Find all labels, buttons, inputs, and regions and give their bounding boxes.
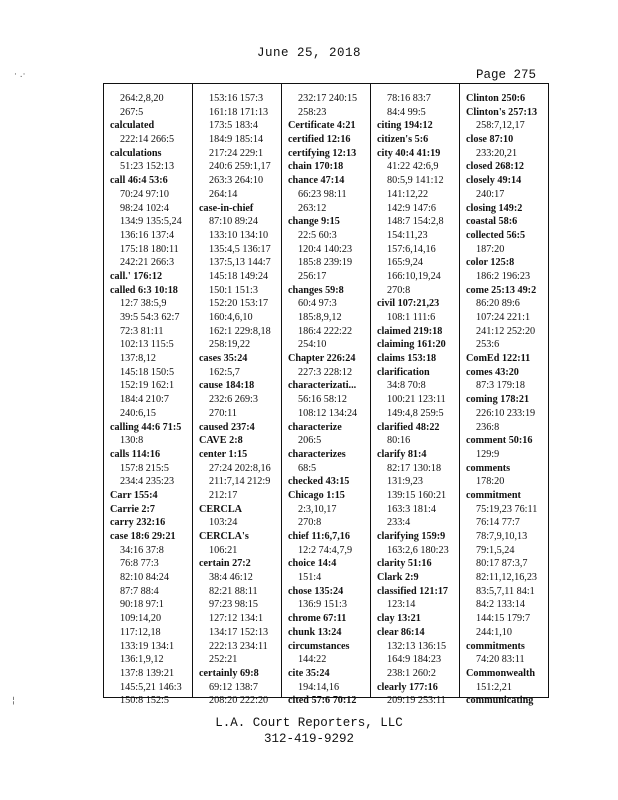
index-reference: 270:8 — [298, 517, 322, 529]
index-entry: clay 13:21 — [377, 613, 421, 625]
index-reference: 136:1,9,12 — [120, 654, 164, 666]
index-reference: 103:24 — [209, 517, 238, 529]
index-entry: chose 135:24 — [288, 585, 344, 597]
index-entry: calculations — [110, 147, 162, 159]
index-reference: 178:20 — [476, 476, 505, 488]
index-reference: 240:17 — [476, 188, 505, 200]
index-entry: clarify 81:4 — [377, 448, 427, 460]
index-reference: 27:24 202:8,16 — [209, 462, 271, 474]
index-entry: comments — [466, 462, 511, 474]
index-column-3 — [282, 84, 371, 707]
scan-speck: ¦ — [12, 696, 16, 706]
index-entry: claimed 219:18 — [377, 325, 443, 337]
index-reference: 270:8 — [387, 284, 411, 296]
index-reference: 109:14,20 — [120, 613, 162, 625]
index-reference: 137:8,12 — [120, 353, 156, 365]
index-entry: color 125:8 — [466, 257, 515, 269]
index-reference: 254:10 — [298, 339, 327, 351]
header-date: June 25, 2018 — [256, 46, 362, 60]
index-reference: 175:18 180:11 — [120, 243, 179, 255]
index-reference: 142:9 147:6 — [387, 202, 436, 214]
index-reference: 258:19,22 — [209, 339, 251, 351]
index-reference: 12:2 74:4,7,9 — [298, 544, 353, 556]
index-entry: classified 121:17 — [377, 585, 449, 597]
index-reference: 117:12,18 — [120, 626, 161, 638]
index-reference: 270:11 — [209, 407, 237, 419]
index-entry: checked 43:15 — [288, 476, 350, 488]
index-reference: 2:3,10,17 — [298, 503, 337, 515]
index-reference: 107:24 221:1 — [476, 312, 531, 323]
index-entry: collected 56:5 — [466, 229, 526, 241]
index-reference: 87:7 88:4 — [120, 585, 159, 597]
index-reference: 90:18 97:1 — [120, 599, 164, 611]
index-entry: commitment — [466, 489, 521, 501]
index-entry: claiming 161:20 — [377, 339, 446, 351]
index-reference: 152:20 153:17 — [209, 298, 269, 310]
index-reference: 12:7 38:5,9 — [120, 298, 167, 310]
index-reference: 139:15 160:21 — [387, 489, 447, 501]
index-reference: 242:21 266:3 — [120, 257, 175, 269]
index-reference: 227:3 228:12 — [298, 366, 353, 378]
index-reference: 98:24 102:4 — [120, 202, 169, 214]
index-reference: 82:11,12,16,23 — [476, 572, 538, 584]
index-column-2 — [193, 84, 282, 707]
index-entry: Chapter 226:24 — [288, 353, 356, 365]
index-entry: coming 178:21 — [466, 394, 530, 406]
index-entry: CERCLA — [199, 503, 243, 515]
index-reference: 84:2 133:14 — [476, 599, 525, 611]
index-reference: 263:3 264:10 — [209, 175, 264, 187]
index-entry: come 25:13 49:2 — [466, 284, 537, 296]
index-reference: 241:12 252:20 — [476, 325, 536, 337]
index-entry: Clinton 250:6 — [466, 93, 526, 104]
index-reference: 120:4 140:23 — [298, 243, 353, 255]
index-entry: close 87:10 — [466, 134, 514, 146]
index-entry: clarified 48:22 — [377, 421, 440, 433]
index-reference: 145:5,21 146:3 — [120, 681, 182, 693]
index-reference: 82:21 88:11 — [209, 585, 258, 597]
index-entry: cause 184:18 — [199, 380, 255, 392]
index-reference: 160:4,6,10 — [209, 312, 253, 323]
index-entry: chief 11:6,7,16 — [288, 531, 350, 542]
index-entry: Carrie 2:7 — [110, 503, 155, 515]
index-entry: characterizati... — [288, 380, 357, 392]
index-reference: 82:10 84:24 — [120, 572, 169, 584]
index-reference: 154:11,23 — [387, 229, 428, 241]
index-reference: 66:23 98:11 — [298, 188, 347, 200]
index-reference: 226:10 233:19 — [476, 407, 536, 419]
index-reference: 211:7,14 212:9 — [209, 476, 271, 488]
index-reference: 162:1 229:8,18 — [209, 325, 271, 337]
index-entry: clarifying 159:9 — [377, 531, 446, 542]
index-entry: clearly 177:16 — [377, 681, 438, 693]
index-reference: 208:20 222:20 — [209, 695, 269, 707]
index-reference: 149:4,8 259:5 — [387, 407, 444, 419]
index-reference: 34:8 70:8 — [387, 380, 426, 392]
index-entry: CAVE 2:8 — [199, 435, 243, 447]
index-entry: call 46:4 53:6 — [110, 175, 168, 187]
index-reference: 162:5,7 — [209, 366, 240, 378]
index-entry: Chicago 1:15 — [288, 489, 345, 501]
index-reference: 252:21 — [209, 654, 238, 666]
index-entry: chain 170:18 — [288, 161, 344, 173]
index-reference: 68:5 — [298, 462, 317, 474]
index-entry: chance 47:14 — [288, 175, 345, 187]
index-entry: calls 114:16 — [110, 448, 161, 460]
index-entry: cases 35:24 — [199, 353, 248, 365]
index-entry: Carr 155:4 — [110, 489, 158, 501]
index-entry: comment 50:16 — [466, 435, 533, 447]
index-reference: 134:9 135:5,24 — [120, 216, 182, 228]
index-entry: choice 14:4 — [288, 558, 337, 570]
index-entry: caused 237:4 — [199, 421, 255, 433]
index-reference: 151:4 — [298, 572, 322, 584]
index-reference: 173:5 183:4 — [209, 120, 258, 132]
index-entry: case-in-chief — [199, 202, 254, 214]
scan-speck: · .· — [14, 70, 26, 80]
index-entry: citing 194:12 — [377, 120, 433, 132]
index-entry: cite 35:24 — [288, 667, 330, 679]
word-index-table — [103, 83, 549, 707]
index-entry: certainly 69:8 — [199, 667, 259, 679]
index-reference: 41:22 42:6,9 — [387, 161, 439, 173]
index-reference: 148:7 154:2,8 — [387, 216, 444, 228]
index-entry: call.' 176:12 — [110, 270, 163, 282]
index-column-5 — [460, 84, 548, 707]
index-reference: 240:6 259:1,17 — [209, 161, 271, 173]
index-entry: commitments — [466, 640, 525, 652]
index-reference: 240:6,15 — [120, 407, 156, 419]
index-reference: 80:16 — [387, 435, 411, 447]
index-reference: 165:9,24 — [387, 257, 423, 269]
index-entry: city 40:4 41:19 — [377, 147, 441, 159]
index-reference: 69:12 138:7 — [209, 681, 258, 693]
footer-company: L.A. Court Reporters, LLC — [215, 716, 403, 730]
index-reference: 76:8 77:3 — [120, 558, 159, 570]
index-reference: 87:10 89:24 — [209, 216, 258, 228]
index-reference: 161:18 171:13 — [209, 106, 269, 118]
index-reference: 129:9 — [476, 448, 500, 460]
index-column-1 — [104, 84, 193, 707]
index-reference: 145:18 150:5 — [120, 366, 175, 378]
index-entry: claims 153:18 — [377, 353, 437, 365]
index-reference: 157:6,14,16 — [387, 243, 436, 255]
index-reference: 72:3 81:11 — [120, 325, 164, 337]
index-reference: 135:4,5 136:17 — [209, 243, 271, 255]
index-entry: Certificate 4:21 — [288, 120, 356, 132]
index-entry: Clinton's 257:13 — [466, 106, 538, 118]
index-entry: CERCLA's — [199, 531, 249, 542]
index-reference: 152:19 162:1 — [120, 380, 175, 392]
index-entry: certified 12:16 — [288, 134, 351, 146]
index-reference: 108:12 134:24 — [298, 407, 358, 419]
index-reference: 134:17 152:13 — [209, 626, 269, 638]
index-entry: chrome 67:11 — [288, 613, 347, 625]
index-entry: closing 149:2 — [466, 202, 523, 214]
index-reference: 80:17 87:3,7 — [476, 558, 528, 570]
index-entry: clarity 51:16 — [377, 558, 432, 570]
index-reference: 186:4 222:22 — [298, 325, 353, 337]
footer-phone: 312-419-9292 — [263, 732, 354, 746]
index-reference: 222:14 266:5 — [120, 134, 175, 146]
index-reference: 253:6 — [476, 339, 500, 351]
index-reference: 75:19,23 76:11 — [476, 503, 538, 515]
index-reference: 258:23 — [298, 106, 327, 118]
index-reference: 80:5,9 141:12 — [387, 175, 444, 187]
index-reference: 97:23 98:15 — [209, 599, 258, 611]
index-entry: calculated — [110, 120, 155, 132]
index-reference: 137:8 139:21 — [120, 667, 175, 679]
index-reference: 78:16 83:7 — [387, 93, 431, 104]
index-reference: 130:8 — [120, 435, 144, 447]
index-reference: 78:7,9,10,13 — [476, 531, 528, 542]
index-entry: called 6:3 10:18 — [110, 284, 178, 296]
index-reference: 83:5,7,11 84:1 — [476, 585, 535, 597]
index-reference: 82:17 130:18 — [387, 462, 442, 474]
index-reference: 86:20 89:6 — [476, 298, 520, 310]
index-reference: 238:1 260:2 — [387, 667, 436, 679]
index-entry: Commonwealth — [466, 667, 536, 679]
index-reference: 264:14 — [209, 188, 238, 200]
page-number: Page 275 — [475, 68, 536, 82]
footer — [0, 715, 618, 747]
index-reference: 157:8 215:5 — [120, 462, 169, 474]
index-reference: 232:17 240:15 — [298, 93, 358, 104]
index-reference: 34:16 37:8 — [120, 544, 164, 556]
index-reference: 102:13 115:5 — [120, 339, 174, 351]
index-entry: certifying 12:13 — [288, 147, 357, 159]
index-column-4 — [371, 84, 460, 707]
index-reference: 150:8 152:5 — [120, 695, 169, 707]
index-reference: 84:4 99:5 — [387, 106, 426, 118]
index-reference: 106:21 — [209, 544, 238, 556]
index-reference: 60:4 97:3 — [298, 298, 337, 310]
index-reference: 133:10 134:10 — [209, 229, 269, 241]
index-entry: characterizes — [288, 448, 346, 460]
index-reference: 233:20,21 — [476, 147, 518, 159]
index-entry: carry 232:16 — [110, 517, 166, 529]
index-entry: case 18:6 29:21 — [110, 531, 176, 542]
index-reference: 267:5 — [120, 106, 144, 118]
index-reference: 141:12,22 — [387, 188, 429, 200]
index-reference: 206:5 — [298, 435, 322, 447]
index-reference: 209:19 253:11 — [387, 695, 446, 707]
index-reference: 258:7,12,17 — [476, 120, 525, 132]
index-reference: 131:9,23 — [387, 476, 423, 488]
index-reference: 264:2,8,20 — [120, 93, 164, 104]
index-entry: circumstances — [288, 640, 350, 652]
index-reference: 217:24 229:1 — [209, 147, 264, 159]
index-reference: 145:18 149:24 — [209, 270, 269, 282]
index-entry: closed 268:12 — [466, 161, 525, 173]
index-reference: 132:13 136:15 — [387, 640, 447, 652]
index-entry: ComEd 122:11 — [466, 353, 531, 365]
index-reference: 164:9 184:23 — [387, 654, 442, 666]
index-reference: 151:2,21 — [476, 681, 512, 693]
index-reference: 144:22 — [298, 654, 327, 666]
index-reference: 236:8 — [476, 421, 500, 433]
index-entry: communicating — [466, 695, 534, 707]
index-reference: 256:17 — [298, 270, 327, 282]
index-reference: 74:20 83:11 — [476, 654, 525, 666]
index-reference: 108:1 111:6 — [387, 312, 436, 323]
index-entry: changes 59:8 — [288, 284, 344, 296]
index-reference: 100:21 123:11 — [387, 394, 446, 406]
index-reference: 123:14 — [387, 599, 416, 611]
index-reference: 144:15 179:7 — [476, 613, 531, 625]
index-reference: 163:3 181:4 — [387, 503, 436, 515]
index-reference: 39:5 54:3 62:7 — [120, 312, 180, 323]
index-reference: 186:2 196:23 — [476, 270, 531, 282]
index-entry: citizen's 5:6 — [377, 134, 429, 146]
index-reference: 233:4 — [387, 517, 411, 529]
index-reference: 136:9 151:3 — [298, 599, 347, 611]
index-entry: chunk 13:24 — [288, 626, 342, 638]
index-entry: Clark 2:9 — [377, 572, 419, 584]
index-entry: center 1:15 — [199, 448, 248, 460]
index-entry: closely 49:14 — [466, 175, 522, 187]
index-entry: civil 107:21,23 — [377, 298, 440, 310]
index-entry: calling 44:6 71:5 — [110, 421, 182, 433]
index-reference: 187:20 — [476, 243, 505, 255]
index-reference: 212:17 — [209, 489, 238, 501]
index-reference: 185:8,9,12 — [298, 312, 342, 323]
index-entry: characterize — [288, 421, 342, 433]
index-entry: coastal 58:6 — [466, 216, 518, 228]
index-reference: 166:10,19,24 — [387, 270, 441, 282]
index-reference: 87:3 179:18 — [476, 380, 525, 392]
index-entry: certain 27:2 — [199, 558, 251, 570]
index-reference: 133:19 134:1 — [120, 640, 175, 652]
index-entry: cited 57:6 70:12 — [288, 695, 357, 707]
index-reference: 194:14,16 — [298, 681, 340, 693]
index-reference: 222:13 234:11 — [209, 640, 268, 652]
index-reference: 263:12 — [298, 202, 327, 214]
index-reference: 136:16 137:4 — [120, 229, 175, 241]
index-reference: 56:16 58:12 — [298, 394, 347, 406]
index-reference: 163:2,6 180:23 — [387, 544, 449, 556]
index-reference: 185:8 239:19 — [298, 257, 353, 269]
index-entry: clear 86:14 — [377, 626, 425, 638]
index-entry: clarification — [377, 366, 430, 378]
index-reference: 51:23 152:13 — [120, 161, 175, 173]
index-reference: 184:4 210:7 — [120, 394, 169, 406]
index-reference: 153:16 157:3 — [209, 93, 264, 104]
index-reference: 232:6 269:3 — [209, 394, 258, 406]
index-reference: 150:1 151:3 — [209, 284, 258, 296]
index-reference: 79:1,5,24 — [476, 544, 515, 556]
index-reference: 38:4 46:12 — [209, 572, 253, 584]
index-reference: 244:1,10 — [476, 626, 512, 638]
index-reference: 127:12 134:1 — [209, 613, 264, 625]
index-reference: 137:5,13 144:7 — [209, 257, 271, 269]
index-reference: 70:24 97:10 — [120, 188, 169, 200]
index-reference: 76:14 77:7 — [476, 517, 520, 529]
index-reference: 234:4 235:23 — [120, 476, 175, 488]
index-entry: comes 43:20 — [466, 366, 519, 378]
index-reference: 22:5 60:3 — [298, 229, 337, 241]
index-reference: 184:9 185:14 — [209, 134, 264, 146]
index-entry: change 9:15 — [288, 216, 340, 228]
